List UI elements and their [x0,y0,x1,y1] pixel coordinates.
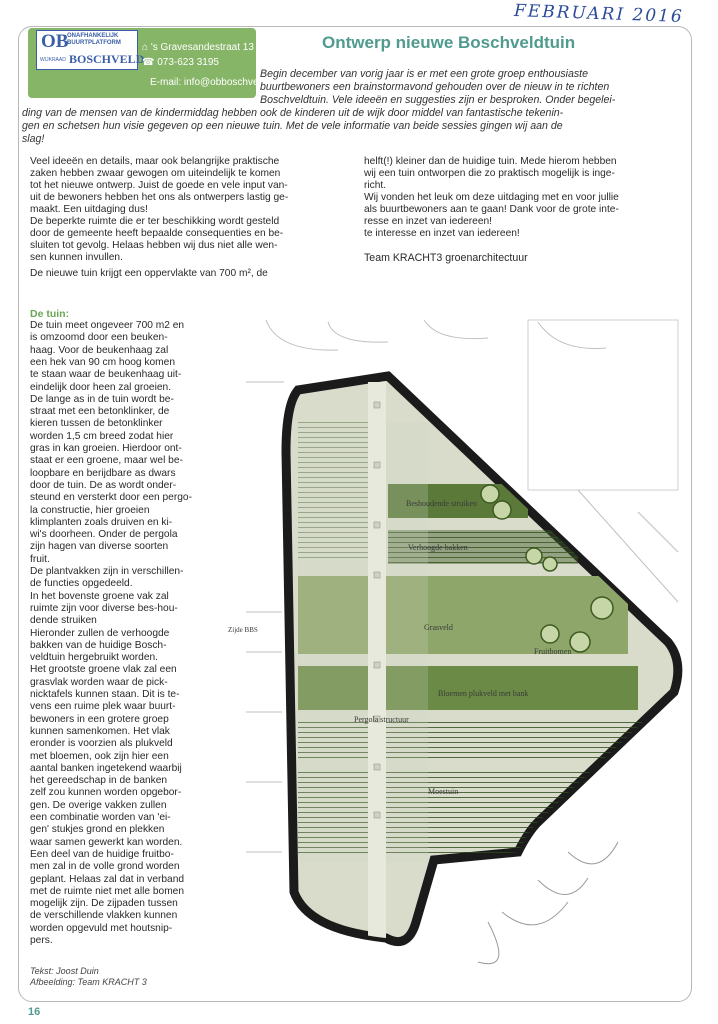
credit-image: Afbeelding: Team KRACHT 3 [30,977,147,987]
tuin-line: pers. [30,935,53,946]
text-line: helft(!) kleiner dan de huidige tuin. Mede hierom hebben [364,156,617,167]
text-line: sluiten tot gevolg. Helaas hebben wij dus niet alle wen- [30,240,278,251]
logo [36,30,145,70]
tuin-line: Een deel van de huidige fruitbo- [30,848,174,860]
left-column [30,156,360,286]
tuin-line: kunnen samenkomen. Het vlak [30,725,170,737]
tuin-line: een hek van 90 cm hoog komen [30,356,175,368]
text-line: als buurtbewoners aan te gaan! Dank voor de grote inte- [364,204,619,215]
text-line: De beperkte ruimte die er ter beschikking wordt gesteld [30,216,280,227]
text-line: resse en inzet van iedereen! [364,216,492,227]
page-title: Ontwerp nieuwe Boschveldtuin [322,33,576,52]
right-column [364,156,684,266]
tuin-column [30,320,240,960]
phone: ☎ 073-623 3195 [142,57,219,68]
tuin-line: zijn hagen van diverse soorten [30,541,169,553]
tuin-line: bewoners in een grotere groep [30,713,169,725]
logo-line2: BUURTPLATFORM [67,40,121,46]
tuin-line: wi's doorheen. Onder de pergola [30,529,178,541]
tuin-line: worden 1,5 cm breed zodat hier [30,430,174,442]
intro-line: gen en schetsen hun visie gegeven op een nieuwe tuin. Met de vele informatie van beide sessies gingen wij aan de [22,120,563,132]
phone-icon: ☎ [142,57,158,68]
tuin-line: grasvlak worden waar de pick- [30,676,168,688]
intro-line: Begin december van vorig jaar is er met een grote groep enthousiaste [260,68,589,80]
text-line: uit de bewoners hebben het ons als ontwerpers lastig ge- [30,192,289,203]
tuin-line: met bloemen, ook zijn hier een [30,750,169,762]
text-line: richt. [364,180,387,191]
tuin-line: fruit. [30,553,50,565]
text-line: te interesse en inzet van iedereen! [364,228,520,239]
tuin-line: De tuin meet ongeveer 700 m2 en [30,320,185,331]
credits [30,966,147,988]
tuin-line: een combinatie worden van 'ei- [30,812,171,823]
text-line: De nieuwe tuin krijgt een oppervlakte van 700 m², de [30,268,268,279]
tuin-line: te staan waar de beukenhaag uit- [30,369,182,381]
intro-line: buurtbewoners een brainstormavond gehouden over de nieuw in te richten [260,81,610,93]
handwritten-date: FEBRUARI 2016 [513,1,685,27]
intro-line: Boschveldtuin. Vele ideeën en suggesties zijn er besproken. Onder begelei- [260,94,616,106]
tuin-line: kieren tussen de betonklinker [30,418,163,430]
page-number: 16 [28,1006,41,1018]
tuin-line: worden opgevuld met houtsnip- [30,922,173,934]
logo-ob: OB [41,31,69,52]
logo-line3: WIJKRAAD [40,57,66,63]
text-line: sen kunnen invullen. [30,252,123,263]
tuin-line: De lange as in de tuin wordt be- [30,393,174,405]
home-icon: ⌂ [142,42,151,53]
tuin-line: klimplanten zoals druiven en ki- [30,516,173,528]
label-bloemen: Bloemen plukveld met bank [438,689,529,698]
tuin-line: De plantvakken zijn in verschillen- [30,566,184,577]
tuin-line: vens een ruime plek waar buurt- [30,701,176,713]
label-beshoudende: Beshoudende struiken [406,499,477,508]
tuin-line: men zal in de volle grond worden [30,861,180,873]
tuin-line: dende struiken [30,615,97,627]
tuin-line: staat er een groene, maar wel be- [30,455,183,467]
tuin-line: met de ruimte niet met alle bomen [30,885,185,897]
tuin-line: waar samen gewerkt kan worden. [30,836,183,848]
logo-name: BOSCHVELD [69,52,145,66]
text-line: wij een tuin ontworpen die zo praktisch mogelijk is inge- [364,168,615,179]
team-signature: Team KRACHT3 groenarchitectuur [364,252,528,264]
tuin-line: steund en versterkt door een pergo- [30,492,192,504]
tuin-line: door de tuin. De as wordt onder- [30,479,177,491]
text-line: Veel ideeën en details, maar ook belangrijke praktische [30,156,280,167]
tuin-line: ruimte zijn voor diverse bes-hou- [30,602,178,614]
tuin-line: straat met een betonklinker, de [30,406,170,418]
tuin-line: het gereedschap in de banken [30,775,168,787]
tuin-heading: De tuin: [30,308,70,320]
label-zijde-bbs: Zijde BBS [228,626,258,634]
tuin-line: zelf zou kunnen worden opgebor- [30,787,182,799]
intro-line: ding van de mensen van de kindermiddag hebben ook de kinderen uit de wijk door middel van fantastische tekenin- [22,107,564,119]
text-line: tot het nieuwe ontwerp. Juist de goede en vele input van- [30,180,288,191]
text-line: door de gemeente heeft bepaalde consequenties en be- [30,228,284,239]
tuin-line: aantal banken ingetekend waarbij [30,762,182,774]
garden-plan [228,312,686,972]
text-line: Wij vonden het leuk om deze uitdaging met en voor jullie [364,192,619,203]
text-line: maakt. Een uitdaging dus! [30,204,148,215]
tuin-line: mogelijk zijn. De zijpaden tussen [30,898,178,910]
tuin-line: veldtuin hergebruikt worden. [30,652,158,664]
tuin-line: Hieronder zullen de verhoogde [30,627,170,639]
tuin-line: de functies opgedeeld. [30,578,133,590]
label-pergola: Pergola structuur [354,715,409,724]
tuin-line: gen' stukjes grond en plekken [30,824,165,836]
tuin-line: gras in kan groeien. Hierdoor ont- [30,443,182,454]
tuin-line: eindelijk door heen zal groeien. [30,381,172,393]
intro-line: slag! [22,133,45,145]
tuin-line: is omzoomd door een beuken- [30,332,168,344]
address: ⌂ 's Gravesandestraat 13 [142,42,254,53]
text-line: zaken hebben zwaar gewogen om uiteindelijk te komen [30,168,281,179]
tuin-line: la constructie, hier groeien [30,504,150,516]
tuin-line: eronder is voorzien als plukveld [30,738,173,750]
logo-line1: ONAFHANKELIJK [67,33,119,39]
credit-text: Tekst: Joost Duin [30,966,99,976]
tuin-line: geplant. Helaas zal dat in verband [30,873,185,885]
label-grasveld: Grasveld [424,623,453,632]
tuin-line: gen. De overige vakken zullen [30,799,167,811]
label-moestuin: Moestuin [428,787,459,796]
tuin-line: loopbare en berijdbare as dwars [30,467,176,479]
tuin-line: In het bovenste groene vak zal [30,590,169,602]
tuin-line: nicktafels kunnen staan. Dit is te- [30,689,180,700]
label-fruitbomen: Fruitbomen [534,647,572,656]
email: E-mail: info@obboschveld.nl [150,77,277,88]
tuin-line: bakken van de huidige Bosch- [30,639,167,651]
label-verhoogde: Verhoogde bakken [408,543,468,552]
tuin-line: de verschillende vlakken kunnen [30,910,178,922]
tuin-line: Het grootste groene vlak zal een [30,664,177,676]
tuin-line: haag. Voor de beukenhaag zal [30,344,169,356]
